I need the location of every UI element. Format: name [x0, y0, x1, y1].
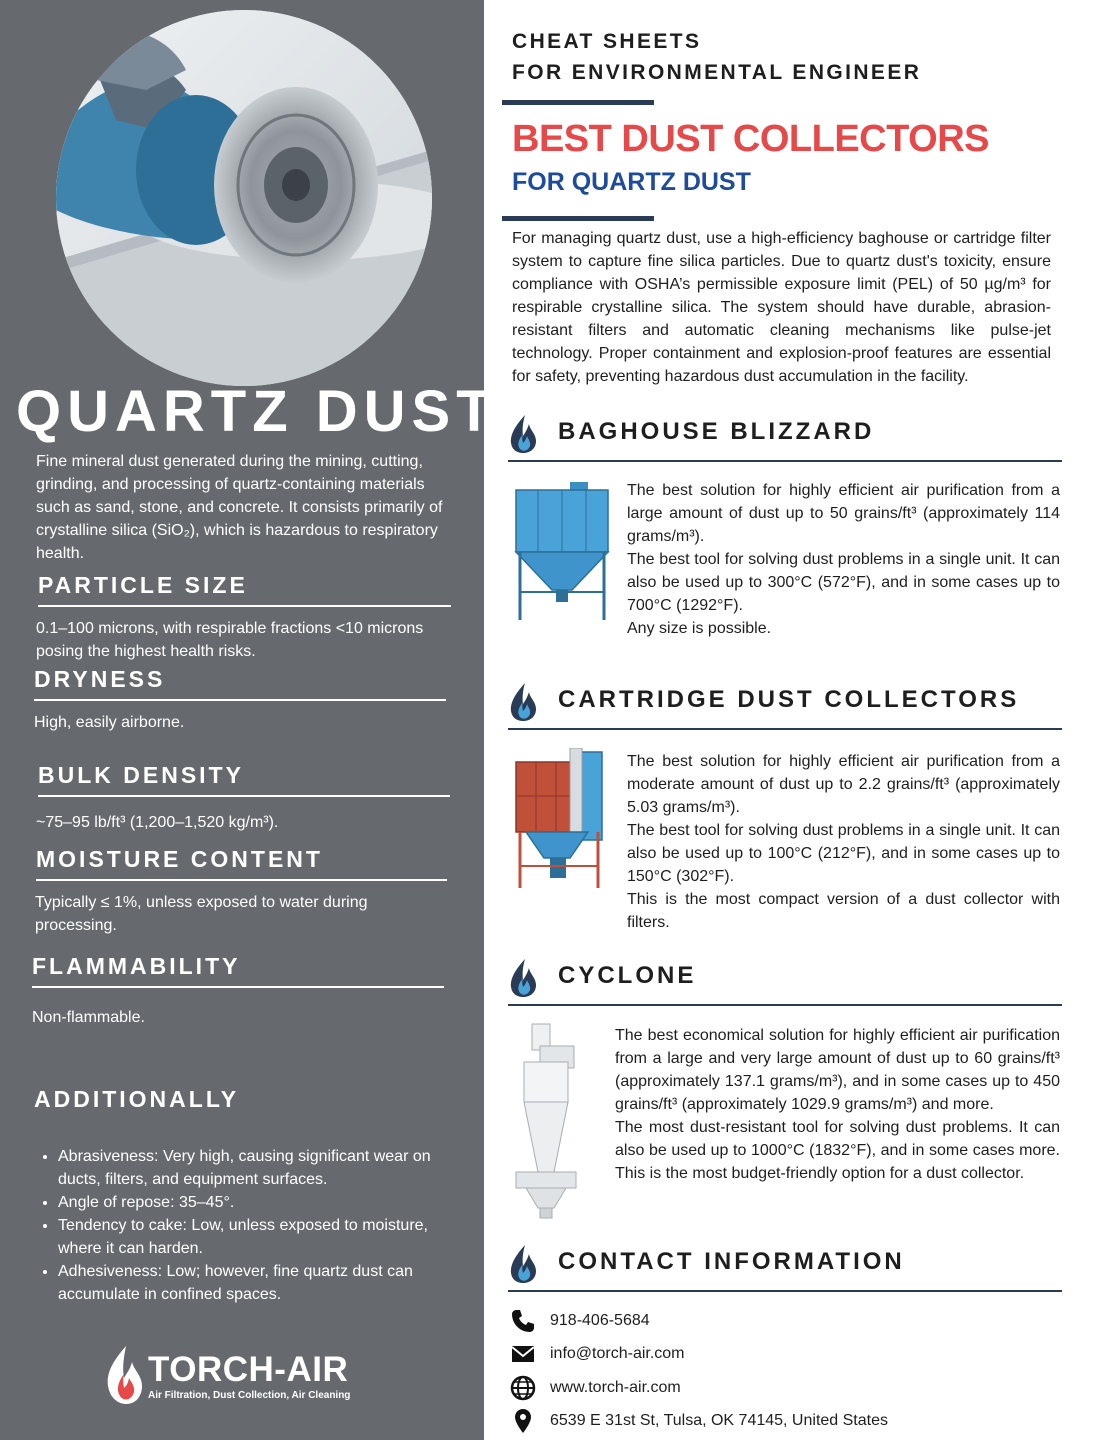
kicker-line-2: FOR ENVIRONMENTAL ENGINEER	[512, 61, 922, 84]
heading-contact-information	[508, 1242, 1062, 1292]
paragraph: This is the most compact version of a dust collector with filters.	[627, 891, 1060, 931]
section-heading: CONTACT INFORMATION	[558, 1248, 905, 1275]
heading-baghouse-blizzard	[508, 412, 1062, 462]
website-url[interactable]: www.torch-air.com	[550, 1379, 681, 1396]
cartridge-description	[627, 750, 1060, 934]
intro-description: For managing quartz dust, use a high-efficiency baghouse or cartridge filter system to capture fine silica particles. Due to quartz dust's toxicity, ensure compliance with OSHA’s permissible exposure limit (PEL) of 50 µg/m³ for respirable crystalline silica. The system should have durable, abrasion-resistant filters and automatic cleaning mechanisms like pulse-jet technology. Proper containment and explosion-proof features are essential for safety, preventing hazardous dust accumulation in the facility.	[512, 230, 1051, 385]
section-additionally	[34, 1086, 454, 1306]
globe-icon	[510, 1375, 536, 1401]
email-address[interactable]: info@torch-air.com	[550, 1345, 685, 1362]
list-item: • Adhesiveness: Low; however, fine quartz dust can accumulate in confined spaces.	[58, 1260, 454, 1306]
paragraph: The best economical solution for highly efficient air purification from a large and very large amount of dust up to 60 grains/ft³ (approximately 137.1 grams/m³), and in some cases up to 450 grains/ft³ (approximately 1029.9 grams/m³) and more.	[615, 1027, 1060, 1113]
page-title-quartz-dust: QUARTZ DUST	[16, 379, 498, 444]
additionally-list	[34, 1145, 454, 1306]
section-particle-size	[38, 572, 451, 663]
accent-bar-top	[502, 100, 654, 105]
list-item: • Angle of repose: 35–45°.	[58, 1191, 454, 1214]
envelope-icon	[510, 1341, 536, 1367]
cartridge-collector-illustration	[512, 748, 606, 890]
baghouse-illustration	[508, 480, 612, 622]
flame-icon	[508, 414, 538, 454]
logo-wordmark: TORCH-AIR	[148, 1350, 349, 1389]
section-bulk-density	[38, 762, 450, 834]
torch-air-logo	[104, 1344, 374, 1408]
paragraph: The best tool for solving dust problems in a single unit. It can also be used up to 100°C (212°F), and in some cases up to 150°C (302°F).	[627, 822, 1060, 885]
hero-photo-grinder	[56, 10, 432, 386]
section-moisture-content	[36, 846, 447, 937]
section-text: ~75–95 lb/ft³ (1,200–1,520 kg/m³).	[36, 814, 279, 831]
subtitle: FOR QUARTZ DUST	[512, 168, 751, 196]
baghouse-description	[627, 479, 1060, 640]
paragraph: The best solution for highly efficient air purification from a moderate amount of dust up to 2.2 grains/ft³ (approximately 5.03 grams/m³).	[627, 753, 1060, 816]
section-flammability	[32, 953, 444, 1029]
heading-cartridge-dust-collectors	[508, 680, 1062, 730]
cyclone-description	[615, 1024, 1060, 1185]
section-heading: BAGHOUSE BLIZZARD	[558, 418, 875, 445]
list-item: • Abrasiveness: Very high, causing significant wear on ducts, filters, and equipment surfaces.	[58, 1145, 454, 1191]
section-text: 0.1–100 microns, with respirable fractions <10 microns posing the highest health risks.	[36, 620, 424, 660]
location-pin-icon	[510, 1408, 536, 1434]
section-heading: MOISTURE CONTENT	[36, 846, 447, 881]
section-heading: DRYNESS	[34, 666, 446, 701]
street-address: 6539 E 31st St, Tulsa, OK 74145, United States	[550, 1412, 888, 1429]
paragraph: The best solution for highly efficient air purification from a large amount of dust up to 50 grains/ft³ (approximately 114 grams/m³).	[627, 482, 1060, 545]
quartz-dust-intro: Fine mineral dust generated during the mining, cutting, grinding, and processing of quartz-containing materials such as sand, stone, and concrete. It consists primarily of crystalline silica (SiO₂), which is hazardous to respiratory health.	[36, 453, 443, 562]
kicker-line-1: CHEAT SHEETS	[512, 30, 702, 53]
accent-bar-bottom	[502, 216, 654, 221]
main-title: BEST DUST COLLECTORS	[512, 118, 989, 160]
section-heading: PARTICLE SIZE	[38, 572, 451, 607]
section-heading: BULK DENSITY	[38, 762, 450, 797]
logo-tagline: Air Filtration, Dust Collection, Air Cleaning	[148, 1390, 351, 1401]
left-panel	[0, 0, 498, 1440]
flame-icon	[508, 682, 538, 722]
section-heading: ADDITIONALLY	[34, 1086, 240, 1112]
cyclone-illustration	[510, 1022, 594, 1222]
paragraph: The best tool for solving dust problems in a single unit. It can also be used up to 300°C (572°F), and in some cases up to 700°C (1292°F).	[627, 551, 1060, 614]
section-dryness	[34, 666, 446, 734]
logo-flame-icon	[104, 1344, 144, 1406]
paragraph: Any size is possible.	[627, 620, 772, 637]
section-heading: CARTRIDGE DUST COLLECTORS	[558, 686, 1020, 713]
section-heading: FLAMMABILITY	[32, 953, 444, 988]
section-text: Typically ≤ 1%, unless exposed to water during processing.	[35, 894, 368, 934]
flame-icon	[508, 1244, 538, 1284]
section-text: High, easily airborne.	[34, 714, 185, 731]
heading-cyclone	[508, 956, 1062, 1006]
kicker	[512, 26, 921, 88]
section-heading: CYCLONE	[558, 962, 697, 989]
paragraph: The most dust-resistant tool for solving dust problems. It can also be used up to 1000°C (1832°F), and in some cases more. This is the most budget-friendly option for a dust collector.	[615, 1119, 1060, 1182]
grinder-illustration	[56, 10, 432, 386]
flame-icon	[508, 958, 538, 998]
phone-icon	[510, 1308, 536, 1334]
list-item: • Tendency to cake: Low, unless exposed to moisture, where it can harden.	[58, 1214, 454, 1260]
phone-number[interactable]: 918-406-5684	[550, 1312, 650, 1329]
section-text: Non-flammable.	[32, 1009, 145, 1026]
